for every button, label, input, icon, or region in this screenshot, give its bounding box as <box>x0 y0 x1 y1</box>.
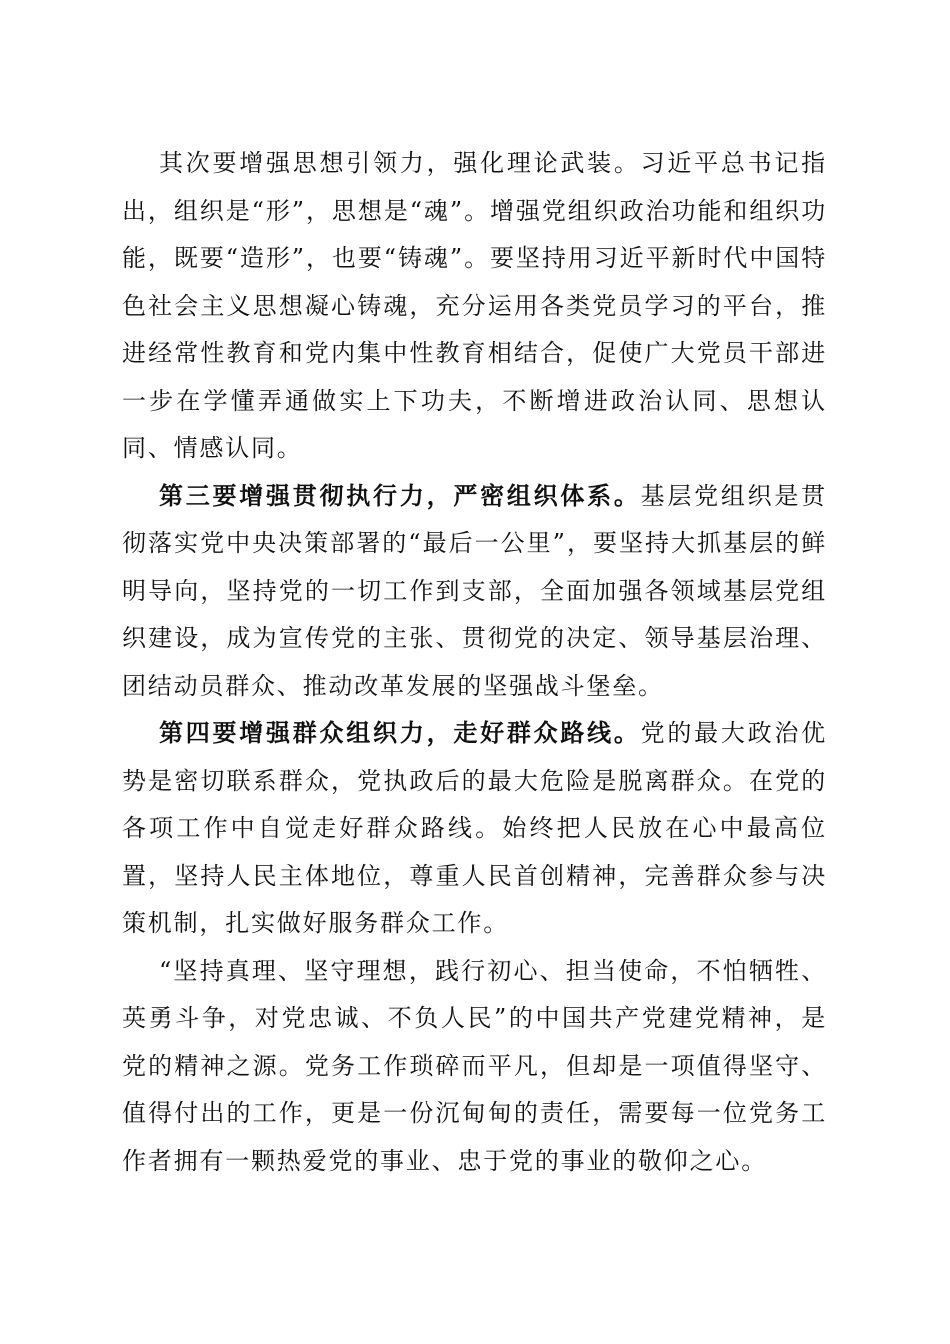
paragraph-text: 党的最大政治优势是密切联系群众，党执政后的最大危险是脱离群众。在党的各项工作中自觉走好群众路线。始终把人民放在心中最高位置，坚持人民主体地位，尊重人民首创精神，完善群众参与决策机制，扎实做好服务群众工作。 <box>122 719 827 937</box>
paragraph-party-spirit <box>122 948 827 1186</box>
paragraph-lead: 第四要增强群众组织力，走好群众路线。 <box>159 719 641 747</box>
paragraph-lead: 其次要增强思想引领力，强化理论武装。 <box>159 149 641 177</box>
paragraph-thought-leadership <box>122 140 827 473</box>
paragraph-text: “坚持真理、坚守理想，践行初心、担当使命，不怕牺牲、英勇斗争，对党忠诚、不负人民”的中国共产党建党精神，是党的精神之源。党务工作琐碎而平凡，但却是一项值得坚守、值得付出的工作，更是一份沉甸甸的责任，需要每一位党务工作者拥有一颗热爱党的事业、忠于党的事业的敬仰之心。 <box>122 956 827 1175</box>
paragraph-text: 基层党组织是贯彻落实党中央决策部署的“最后一公里”，要坚持大抓基层的鲜明导向，坚持党的一切工作到支部，全面加强各领域基层党组织建设，成为宣传党的主张、贯彻党的决定、领导基层治理、团结动员群众、推动改革发展的坚强战斗堡垒。 <box>122 481 827 700</box>
paragraph-execution <box>122 473 827 711</box>
document-body <box>122 140 827 1185</box>
paragraph-mass-organization <box>122 710 827 948</box>
paragraph-lead: 第三要增强贯彻执行力，严密组织体系。 <box>159 481 641 510</box>
paragraph-text: 习近平总书记指出，组织是“形”，思想是“魂”。增强党组织政治功能和组织功能，既要“造形”，也要“铸魂”。要坚持用习近平新时代中国特色社会主义思想凝心铸魂，充分运用各类党员学习的平台，推进经常性教育和党内集中性教育相结合，促使广大党员干部进一步在学懂弄通做实上下功夫，不断增进政治认同、思想认同、情感认同。 <box>122 149 827 462</box>
